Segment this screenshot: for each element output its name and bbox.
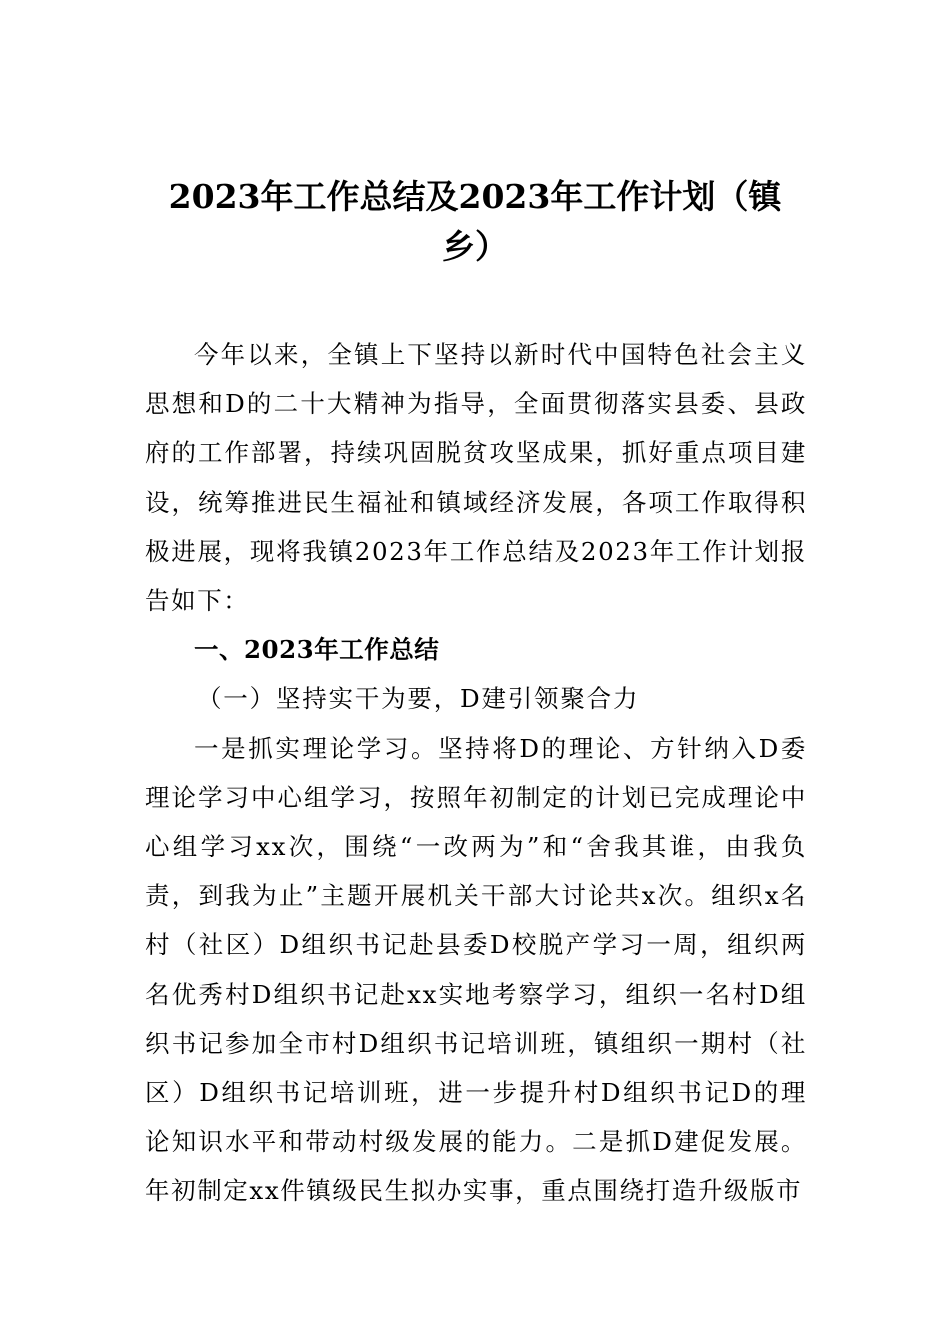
intro-paragraph: 今年以来，全镇上下坚持以新时代中国特色社会主义思想和D的二十大精神为指导，全面贯彻落实县委、县政府的工作部署，持续巩固脱贫攻坚成果，抓好重点项目建设，统筹推进民生福祉和镇域经济发展，各项工作取得积极进展，现将我镇2023年工作总结及2023年工作计划报告如下： [145, 340, 807, 616]
document-body [145, 330, 807, 1216]
body-paragraph: 一是抓实理论学习。坚持将D的理论、方针纳入D委理论学习中心组学习，按照年初制定的计划已完成理论中心组学习xx次，围绕“一改两为”和“舍我其谁，由我负责，到我为止”主题开展机关干部大讨论共x次。组织x名村（社区）D组织书记赴县委D校脱产学习一周，组织两名优秀村D组织书记赴xx实地考察学习，组织一名村D组织书记参加全市村D组织书记培训班，镇组织一期村（社区）D组织书记培训班，进一步提升村D组织书记D的理论知识水平和带动村级发展的能力。二是抓D建促发展。年初制定xx件镇级民生拟办实事，重点围绕打造升级版市 [145, 733, 807, 1206]
document-title: 2023年工作总结及2023年工作计划（镇乡） [168, 177, 782, 266]
section-heading: 一、2023年工作总结 [194, 635, 440, 665]
subsection-heading: （一）坚持实干为要，D建引领聚合力 [197, 684, 640, 714]
